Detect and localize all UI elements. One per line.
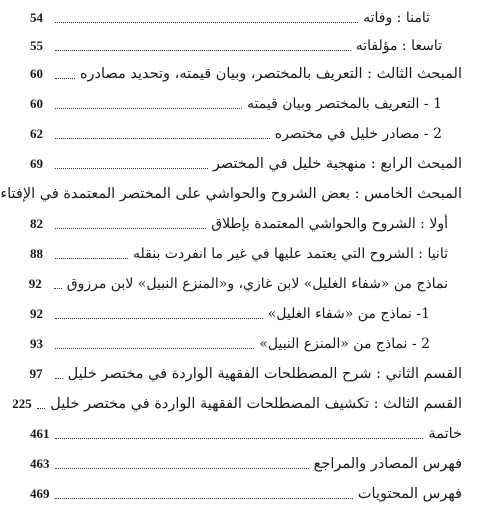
toc-entry (30, 118, 462, 144)
toc-entry (30, 358, 462, 384)
toc-entry-title: 2 - نماذج من «المنزع النبيل» (259, 336, 430, 352)
dot-leader (55, 49, 351, 51)
toc-entry-title: أولا : الشروح والحواشي المعتمدة بإطلاق (211, 216, 448, 232)
toc-entry (30, 58, 462, 84)
toc-entry-page: 463 (30, 456, 50, 471)
dot-leader (55, 77, 75, 79)
toc-entry (30, 478, 462, 504)
toc-entry (30, 88, 462, 114)
toc-entry (30, 328, 462, 354)
dot-leader (55, 497, 353, 499)
toc-entry (0, 178, 462, 204)
toc-entry-page: 93 (30, 336, 43, 351)
dot-leader (55, 137, 270, 139)
toc-entry-title: ثانيا : الشروح التي يعتمد عليها في غير ما انفردت بنقله (133, 246, 448, 262)
toc-entry-title: القسم الثاني : شرح المصطلحات الفقهية الواردة في مختصر خليل (67, 366, 462, 382)
dot-leader (55, 377, 63, 379)
dot-leader (55, 257, 128, 259)
toc-entry-page: 62 (30, 126, 43, 141)
dot-leader (55, 21, 358, 23)
toc-entry-title: المبحث الثالث : التعريف بالمختصر، وبيان قيمته، وتحديد مصادره (79, 66, 462, 82)
dot-leader (55, 317, 263, 319)
toc-entry-page: 54 (30, 10, 43, 25)
dot-leader (54, 287, 62, 289)
toc-entry-page: 97 (29, 366, 43, 381)
toc-entry-title: ثامنا : وفاته (363, 10, 430, 26)
toc-entry-title: القسم الثالث : تكشيف المصطلحات الفقهية الواردة في مختصر خليل (50, 396, 462, 412)
toc-entry-page: 225 (12, 396, 32, 411)
toc-entry (30, 238, 462, 264)
toc-entry-page: 55 (30, 38, 43, 53)
toc-entry (12, 388, 462, 414)
toc-entry-page: 92 (28, 276, 42, 291)
toc-entry (30, 2, 462, 28)
toc-entry-title: نماذج من «شفاء الغليل» لابن غازي، و«المنزع النبيل» لابن مرزوق (66, 276, 448, 292)
dot-leader (55, 167, 208, 169)
toc-entry-page: 60 (30, 96, 43, 111)
toc-entry (30, 448, 462, 474)
toc-entry-title: 1- نماذج من «شفاء الغليل» (267, 306, 430, 322)
dot-leader (55, 467, 309, 469)
toc-entry-page: 92 (30, 306, 43, 321)
toc-entry (30, 268, 462, 294)
toc-entry-title: تاسعا : مؤلفاته (355, 38, 442, 54)
toc-entry-title: فهرس المصادر والمراجع (313, 456, 462, 472)
toc-entry-page: 60 (30, 66, 43, 81)
toc-entry (30, 30, 462, 56)
toc-entry (30, 208, 462, 234)
toc-entry-page: 469 (30, 486, 50, 501)
dot-leader (55, 437, 423, 439)
toc-entry-title: خاتمة (428, 426, 462, 442)
toc-entry-title: المبحث الرابع : منهجية خليل في المختصر (212, 156, 462, 172)
toc-entry-title: فهرس المحتويات (357, 486, 462, 502)
toc-entry-page: 88 (30, 246, 43, 261)
toc-entry-page: 82 (30, 216, 43, 231)
toc-entry (30, 298, 462, 324)
toc-entry-title: 1 - التعريف بالمختصر وبيان قيمته (247, 96, 442, 112)
dot-leader (55, 227, 206, 229)
toc-entry (30, 418, 462, 444)
toc-entry-page: 69 (30, 156, 43, 171)
toc-entry-page: 461 (30, 426, 50, 441)
toc-entry-title: 2 - مصادر خليل في مختصره (274, 126, 442, 142)
dot-leader (55, 347, 254, 349)
dot-leader (37, 407, 45, 409)
toc-entry-title: المبحث الخامس : بعض الشروح والحواشي على المختصر المعتمدة في الإفتاء (0, 186, 462, 202)
dot-leader (55, 107, 242, 109)
toc-entry (30, 148, 462, 174)
